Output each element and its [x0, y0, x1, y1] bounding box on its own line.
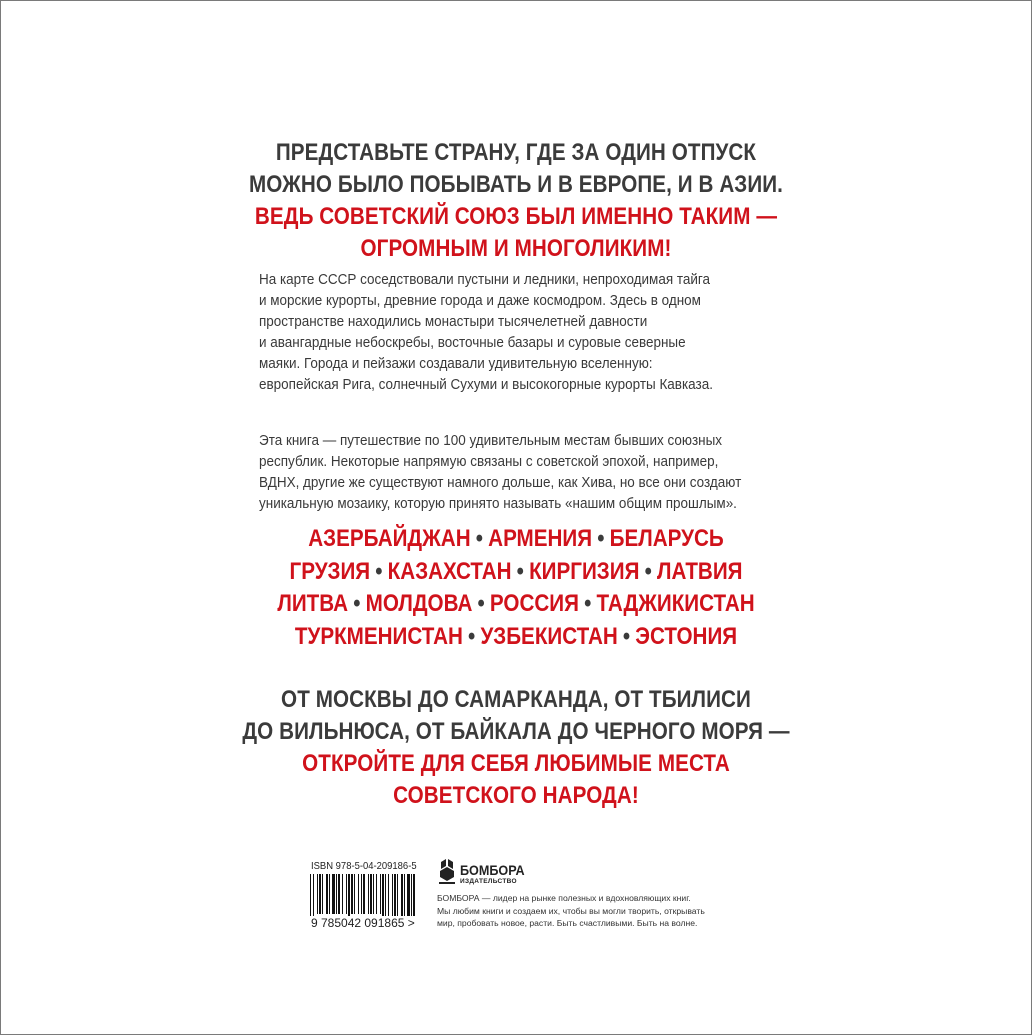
text-line: маяки. Города и пейзажи создавали удивительную вселенную:: [259, 356, 653, 372]
publisher-description: [437, 892, 705, 930]
outro-line: ОТ МОСКВЫ ДО САМАРКАНДА, ОТ ТБИЛИСИ: [281, 686, 751, 713]
barcode-digits: 9 785042 091865 >: [311, 916, 415, 930]
barcode-bar: [338, 874, 340, 914]
text-line: и авангардные небоскребы, восточные базары и суровые северные: [259, 335, 686, 351]
intro-line: МОЖНО БЫЛО ПОБЫВАТЬ И В ЕВРОПЕ, И В АЗИИ.: [249, 171, 783, 198]
bullet-separator: •: [622, 622, 631, 650]
barcode-bar: [326, 874, 328, 914]
barcode-bar: [346, 874, 347, 914]
country: КИРГИЗИЯ: [529, 557, 640, 585]
barcode-bar: [380, 874, 381, 914]
description-paragraph-2: [259, 431, 743, 515]
text-line: уникальную мозаику, которую принято называть «нашим общим прошлым».: [259, 496, 737, 512]
barcode-bar: [313, 874, 314, 920]
country: ГРУЗИЯ: [289, 557, 371, 585]
barcode-bar: [317, 874, 318, 914]
countries-row: [72, 588, 960, 621]
outro-headline: [72, 684, 960, 812]
intro-highlight-line: ОГРОМНЫМ И МНОГОЛИКИМ!: [360, 235, 672, 262]
country: ЭСТОНИЯ: [635, 622, 738, 650]
country: ЛИТВА: [277, 590, 349, 617]
bullet-separator: •: [477, 590, 485, 617]
intro-headline: [72, 137, 960, 265]
text-line: На карте СССР соседствовали пустыни и ледники, непроходимая тайга: [259, 272, 711, 288]
outro-highlight-line: ОТКРОЙТЕ ДЛЯ СЕБЯ ЛЮБИМЫЕ МЕСТА: [302, 750, 730, 777]
barcode-bar: [336, 874, 337, 914]
barcode-bar: [407, 874, 410, 920]
barcode-bar: [404, 874, 405, 920]
barcode-bar: [319, 874, 321, 914]
country: АРМЕНИЯ: [488, 525, 593, 552]
country: ТАДЖИКИСТАН: [596, 590, 755, 617]
barcode-bar: [322, 874, 323, 914]
barcode-bar: [411, 874, 412, 920]
bullet-separator: •: [375, 557, 383, 585]
country: МОЛДОВА: [365, 590, 473, 617]
bullet-separator: •: [475, 525, 483, 552]
barcode-bar: [329, 874, 330, 914]
countries-row: [72, 556, 960, 589]
publisher-subtitle: ИЗДАТЕЛЬСТВО: [460, 878, 517, 885]
barcode-bar: [358, 874, 359, 914]
bullet-separator: •: [468, 622, 476, 650]
barcode-bar: [363, 874, 365, 914]
outro-line: ДО ВИЛЬНЮСА, ОТ БАЙКАЛА ДО ЧЕРНОГО МОРЯ —: [242, 718, 790, 745]
intro-line: ПРЕДСТАВЬТЕ СТРАНУ, ГДЕ ЗА ОДИН ОТПУСК: [275, 139, 757, 166]
intro-highlight-line: ВЕДЬ СОВЕТСКИЙ СОЮЗ БЫЛ ИМЕННО ТАКИМ —: [254, 203, 778, 230]
country: ЛАТВИЯ: [656, 557, 743, 585]
barcode-bar: [397, 874, 398, 920]
bullet-separator: •: [516, 557, 524, 585]
description-paragraph-1: [259, 270, 743, 396]
barcode-bar: [370, 874, 372, 914]
barcode-bar: [382, 874, 384, 920]
barcode-bar: [385, 874, 386, 920]
barcode-bar: [354, 874, 355, 914]
text-line: пространстве находились монастыри тысячелетней давности: [259, 314, 648, 330]
text-line: европейская Рига, солнечный Сухуми и высокогорные курорты Кавказа.: [259, 377, 713, 393]
barcode-icon: [308, 874, 420, 922]
barcode-bar: [351, 874, 353, 914]
barcode-bar: [342, 874, 343, 914]
country: АЗЕРБАЙДЖАН: [308, 525, 471, 552]
barcode-bar: [373, 874, 374, 914]
barcode-bar: [376, 874, 377, 914]
isbn-label: ISBN 978-5-04-209186-5: [311, 860, 417, 872]
bullet-separator: •: [353, 590, 361, 617]
barcode-bar: [332, 874, 335, 914]
country: РОССИЯ: [489, 590, 579, 617]
barcode-bar: [348, 874, 350, 920]
barcode-bar: [388, 874, 389, 920]
outro-highlight-line: СОВЕТСКОГО НАРОДА!: [393, 782, 639, 809]
country: ТУРКМЕНИСТАН: [294, 622, 463, 650]
text-line: мир, пробовать новое, расти. Быть счастливыми. Быть на волне.: [437, 918, 698, 928]
country: КАЗАХСТАН: [387, 557, 512, 585]
countries-list: [72, 523, 960, 653]
bombora-logo-icon: [437, 857, 457, 885]
barcode-bar: [361, 874, 362, 914]
bullet-separator: •: [644, 557, 652, 585]
text-line: Мы любим книги и создаем их, чтобы вы могли творить, открывать: [437, 905, 705, 916]
text-line: республик. Некоторые напрямую связаны с советской эпохой, например,: [259, 454, 719, 470]
country: БЕЛАРУСЬ: [609, 525, 724, 552]
barcode-bar: [394, 874, 396, 920]
text-line: Эта книга — путешествие по 100 удивительным местам бывших союзных: [259, 433, 723, 449]
country: УЗБЕКИСТАН: [480, 622, 618, 650]
text-line: и морские курорты, древние города и даже космодром. Здесь в одном: [259, 293, 701, 309]
barcode-bar: [392, 874, 393, 920]
countries-row: [72, 621, 960, 654]
barcode-bar: [401, 874, 403, 920]
text-line: БОМБОРА — лидер на рынке полезных и вдохновляющих книг.: [437, 893, 691, 903]
countries-row: [72, 523, 960, 556]
publisher-name: БОМБОРА: [460, 862, 525, 878]
barcode-bar: [368, 874, 369, 914]
barcode-bar: [413, 874, 415, 920]
barcode-bar: [310, 874, 311, 920]
bullet-separator: •: [584, 590, 592, 617]
text-line: ВДНХ, другие же существуют намного дольше, как Хива, но все они создают: [259, 475, 742, 491]
bullet-separator: •: [597, 525, 605, 552]
